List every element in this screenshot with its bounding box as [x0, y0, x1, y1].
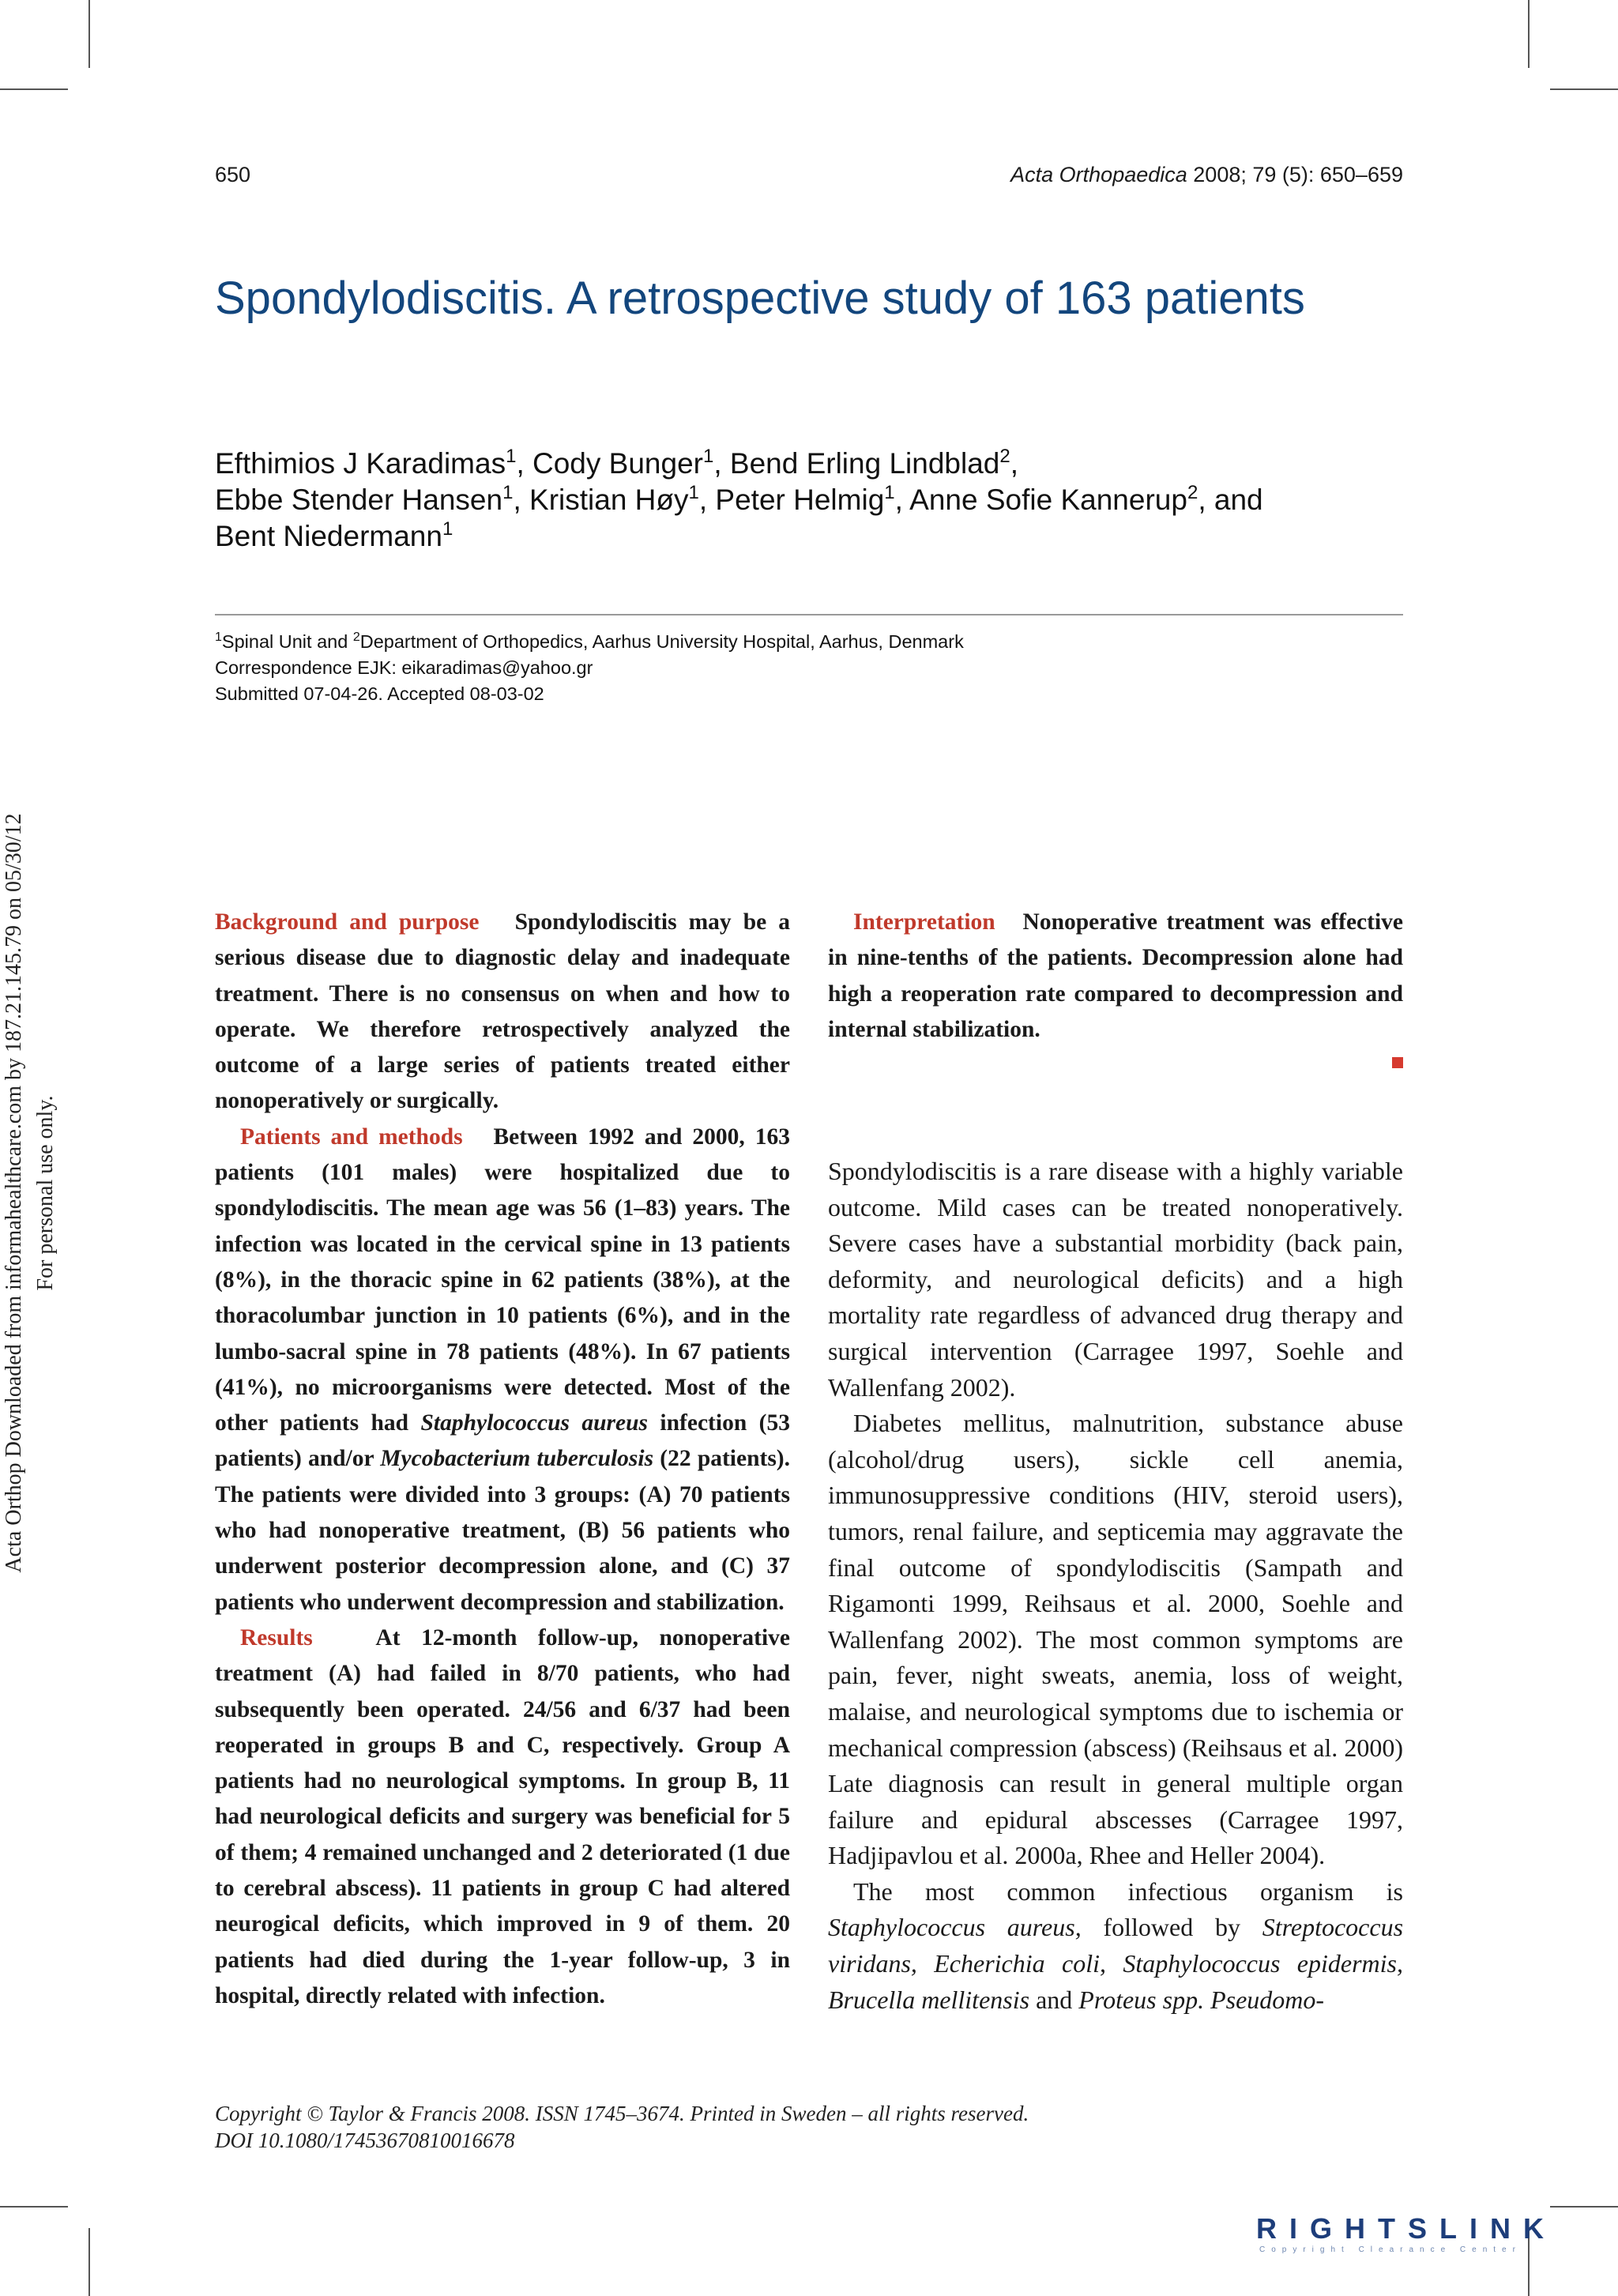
- author: Bent Niedermann$^1$: [215, 518, 453, 552]
- crop-mark: [1550, 2206, 1618, 2208]
- body-text: [828, 1154, 1403, 2018]
- author: Peter Helmig$^1$,: [715, 482, 910, 516]
- abstract-label: Interpretation: [853, 909, 995, 935]
- download-notice-line1: Acta Orthop Downloaded from informahealthcare.com by 187.21.145.79 on 05/30/12: [2, 813, 26, 1573]
- abstract-background: Background and purpose Spondylodiscitis may be a serious disease due to diagnostic delay and inadequate treatment. There is no consensus on when and how to operate. We therefore retrospectively analyzed the outcome of a large series of patients treated either nonoperatively or surgically.: [215, 909, 790, 1114]
- crop-mark: [0, 2206, 68, 2208]
- rightslink-tagline: Copyright Clearance Center: [1259, 2245, 1522, 2254]
- journal-citation: [1010, 163, 1403, 187]
- copyright-footer: [215, 2100, 1403, 2154]
- crop-mark: [88, 0, 90, 68]
- author: Ebbe Stender Hansen$^1$,: [215, 482, 530, 516]
- abstract-label: Patients and methods: [240, 1124, 463, 1150]
- author: Cody Bunger$^1$,: [532, 446, 730, 480]
- abstract-interpretation-column: [828, 905, 1403, 1048]
- affiliation: $^1$Spinal Unit and $^2$Department of Orthopedics, Aarhus University Hospital, Aarhus, Denmark: [215, 630, 964, 652]
- doi-line: DOI 10.1080/17453670810016678: [215, 2129, 515, 2152]
- crop-mark: [88, 2228, 90, 2296]
- body-paragraph: Spondylodiscitis is a rare disease with a highly variable outcome. Mild cases can be treated nonoperatively. Severe cases have a substantial morbidity (back pain, deformity, and neurological deficits) and a high mortality rate regardless of advanced drug therapy and surgical intervention (Carragee 1997, Soehle and Wallenfang 2002).: [828, 1157, 1403, 1402]
- download-notice-line2: For personal use only.: [33, 1095, 58, 1291]
- abstract-results: Results At 12-month follow-up, nonoperative treatment (A) had failed in 8/70 patients, who had subsequently been operated. 24/56 and 6/37 had been reoperated in groups B and C, respectively. Group A patients had no neurological symptoms. In group B, 11 had neurological deficits and surgery was beneficial for 5 of them; 4 remained unchanged and 2 deteriorated (1 due to cerebral abscess). 11 patients in group C had altered neurogical deficits, which improved in 9 of them. 20 patients had died during the 1-year follow-up, 3 in hospital, directly related with infection.: [215, 1624, 791, 2008]
- rightslink-logo: [1256, 2212, 1588, 2260]
- journal-name: Acta Orthopaedica: [1010, 163, 1187, 186]
- abstract-column: [215, 905, 790, 2014]
- author-list: [215, 446, 1400, 555]
- affiliation-block: [215, 629, 1403, 707]
- copyright-line: Copyright © Taylor & Francis 2008. ISSN 1745–3674. Printed in Sweden – all rights reserved.: [215, 2102, 1029, 2125]
- running-header: [215, 163, 1403, 194]
- body-paragraph: The most common infectious organism is Staphylococcus aureus, followed by Streptococcus viridans, Echerichia coli, Staphylococcus epidermis, Brucella mellitensis and Proteus spp. Pseudomo-: [828, 1876, 1404, 2014]
- crop-mark: [1528, 0, 1530, 68]
- author: Efthimios J Karadimas$^1$,: [215, 446, 532, 480]
- crop-mark: [1550, 88, 1618, 90]
- author: Kristian Høy$^1$,: [529, 482, 716, 516]
- submission-dates: Submitted 07-04-26. Accepted 08-03-02: [215, 683, 544, 704]
- abstract-label: Results: [240, 1624, 313, 1650]
- body-paragraph: Diabetes mellitus, malnutrition, substance abuse (alcohol/drug users), sickle cell anemia, immunosuppressive conditions (HIV, steroid users), tumors, renal failure, and septicemia may aggravate the final outcome of spondylodiscitis (Sampath and Rigamonti 1999, Reihsaus et al. 2000, Soehle and Wallenfang 2002). The most common symptoms are pain, fever, night sweats, anemia, loss of weight, malaise, and neurological symptoms due to ischemia or mechanical compression (abscess) (Reihsaus et al. 2000) Late diagnosis can result in general multiple organ failure and epidural abscesses (Carragee 1997, Hadjipavlou et al. 2000a, Rhee and Heller 2004).: [828, 1409, 1403, 1870]
- abstract-interpretation: Interpretation Nonoperative treatment was effective in nine-tenths of the patients. Decompression alone had high a reoperation rate compared to decompression and internal stabilization.: [828, 909, 1403, 1042]
- abstract-end-mark: [1392, 1057, 1403, 1068]
- divider-rule: [215, 614, 1403, 615]
- download-notice: [0, 735, 70, 1651]
- page-number: 650: [215, 163, 251, 186]
- abstract-methods: Patients and methods Between 1992 and 2000, 163 patients (101 males) were hospitalized due to spondylodiscitis. The mean age was 56 (1–83) years. The infection was located in the cervical spine in 13 patients (8%), in the thoracic spine in 62 patients (38%), at the thoracolumbar junction in 10 patients (6%), and in the lumbo-sacral spine in 78 patients (48%). In 67 patients (41%), no microorganisms were detected. Most of the other patients had Staphylococcus aureus infection (53 patients) and/or Mycobacterium tuberculosis (22 patients). The patients were divided into 3 groups: (A) 70 patients who had nonoperative treatment, (B) 56 patients who underwent posterior decompression alone, and (C) 37 patients who underwent decompression and stabilization.: [215, 1124, 790, 1615]
- abstract-label: Background and purpose: [215, 909, 480, 935]
- crop-mark: [0, 88, 68, 90]
- correspondence: Correspondence EJK: eikaradimas@yahoo.gr: [215, 657, 593, 678]
- author: Anne Sofie Kannerup$^2$, and: [909, 482, 1263, 516]
- rightslink-logo-text: RIGHTSLINK: [1256, 2212, 1556, 2245]
- article-title: Spondylodiscitis. A retrospective study of 163 patients: [215, 273, 1305, 324]
- author: Bend Erling Lindblad$^2$,: [729, 446, 1019, 480]
- journal-issue: 2008; 79 (5): 650–659: [1187, 163, 1403, 186]
